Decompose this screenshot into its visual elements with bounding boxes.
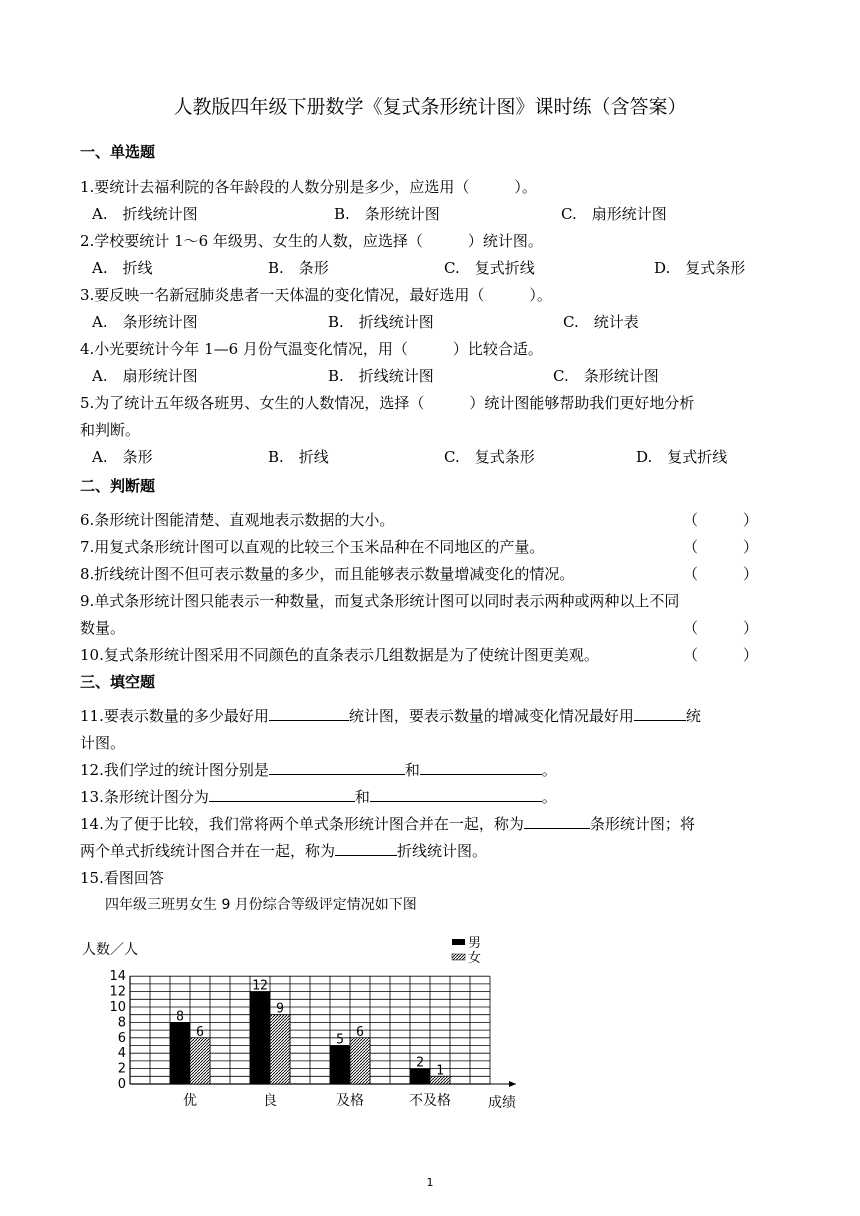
option-4a: A. 扇形统计图	[92, 367, 198, 385]
q13-text-c: 。	[541, 788, 557, 806]
question-6: 6.条形统计图能清楚、直观地表示数据的大小。	[80, 511, 395, 529]
q14-text-b: 条形统计图；将	[589, 815, 695, 833]
data-label: 6	[356, 1024, 364, 1040]
option-5c: C. 复式条形	[444, 448, 535, 466]
q11-text-c: 统	[685, 707, 701, 725]
bar-male	[330, 1046, 350, 1085]
answer-paren-10[interactable]: （ ）	[683, 646, 759, 664]
y-tick-label: 14	[109, 969, 126, 985]
question-2: 2.学校要统计 1～6 年级男、女生的人数，应选择（ ）统计图。	[80, 232, 543, 250]
question-11-line1	[80, 705, 701, 726]
option-2c: C. 复式折线	[444, 259, 535, 277]
data-label: 12	[252, 978, 268, 994]
bar-chart	[80, 895, 540, 1120]
option-2b: B. 条形	[268, 259, 329, 277]
legend-swatch-male	[452, 939, 465, 945]
legend-swatch-female	[452, 954, 465, 960]
option-3b: B. 折线统计图	[328, 313, 434, 331]
bar-male	[170, 1022, 190, 1084]
q11-text-a: 11.要表示数量的多少最好用	[80, 707, 269, 725]
option-1a: A. 折线统计图	[92, 205, 198, 223]
option-5b: B. 折线	[268, 448, 329, 466]
data-label: 6	[196, 1024, 204, 1040]
blank-13-2[interactable]	[370, 787, 542, 802]
q12-text-a: 12.我们学过的统计图分别是	[80, 761, 269, 779]
question-13	[80, 786, 557, 807]
q14-text-d: 折线统计图。	[397, 842, 488, 860]
question-15: 15.看图回答	[80, 869, 164, 887]
data-label: 8	[176, 1009, 184, 1025]
option-4b: B. 折线统计图	[328, 367, 434, 385]
y-tick-label: 6	[117, 1030, 126, 1046]
data-label: 2	[416, 1055, 424, 1071]
bar-female	[350, 1038, 370, 1084]
bar-female	[190, 1038, 210, 1084]
blank-13-1[interactable]	[209, 787, 355, 802]
y-tick-label: 10	[109, 1000, 126, 1015]
q13-text-a: 13.条形统计图分为	[80, 788, 209, 806]
section-heading-fill-blank: 三、填空题	[80, 673, 156, 691]
x-axis-arrow	[509, 1081, 516, 1087]
blank-12-2[interactable]	[420, 760, 542, 775]
question-4: 4.小光要统计今年 1—6 月份气温变化情况，用（ ）比较合适。	[80, 340, 543, 358]
option-2a: A. 折线	[92, 259, 153, 277]
blank-14-1[interactable]	[524, 814, 590, 829]
bar-male	[250, 992, 270, 1084]
x-tick-label: 良	[263, 1093, 277, 1109]
x-tick-label: 不及格	[409, 1093, 451, 1109]
blank-12-1[interactable]	[269, 760, 405, 775]
question-5-line2: 和判断。	[80, 421, 141, 439]
q11-text-b: 统计图，要表示数量的增减变化情况最好用	[348, 707, 634, 725]
blank-14-2[interactable]	[335, 841, 397, 856]
x-axis-label: 成绩	[488, 1095, 516, 1111]
option-1c: C. 扇形统计图	[561, 205, 667, 223]
answer-paren-7[interactable]: （ ）	[683, 538, 759, 556]
page-title: 人教版四年级下册数学《复式条形统计图》课时练（含答案）	[173, 96, 687, 118]
question-12	[80, 759, 557, 780]
option-5a: A. 条形	[92, 448, 153, 466]
y-tick-label: 4	[117, 1046, 126, 1062]
answer-paren-8[interactable]: （ ）	[683, 565, 759, 583]
option-2d: D. 复式条形	[654, 259, 746, 277]
question-9-line1: 9.单式条形统计图只能表示一种数量，而复式条形统计图可以同时表示两种或两种以上不同	[80, 592, 680, 610]
q13-text-b: 和	[354, 788, 370, 806]
q12-text-b: 和	[404, 761, 420, 779]
option-4c: C. 条形统计图	[553, 367, 659, 385]
chart-title: 四年级三班男女生 9 月份综合等级评定情况如下图	[105, 897, 417, 913]
question-9-line2: 数量。	[80, 619, 126, 637]
data-label: 5	[336, 1032, 344, 1048]
option-1b: B. 条形统计图	[334, 205, 440, 223]
blank-11-2[interactable]	[634, 706, 686, 721]
q14-text-c: 两个单式折线统计图合并在一起，称为	[80, 842, 336, 860]
y-tick-label: 8	[117, 1015, 126, 1031]
bar-male	[410, 1069, 430, 1084]
data-label: 1	[436, 1063, 444, 1079]
answer-paren-6[interactable]: （ ）	[683, 511, 759, 529]
y-axis-label: 人数／人	[82, 942, 138, 958]
question-3: 3.要反映一名新冠肺炎患者一天体温的变化情况，最好选用（ ）。	[80, 286, 552, 304]
section-heading-single-choice: 一、单选题	[80, 143, 156, 161]
y-tick-label: 0	[117, 1077, 126, 1092]
legend-label-male: 男	[468, 936, 482, 951]
q12-text-c: 。	[541, 761, 557, 779]
section-heading-true-false: 二、判断题	[80, 477, 156, 495]
question-11-line2: 计图。	[80, 734, 126, 752]
x-tick-label: 及格	[336, 1093, 364, 1109]
q14-text-a: 14.为了便于比较，我们常将两个单式条形统计图合并在一起，称为	[80, 815, 524, 833]
bar-female	[270, 1015, 290, 1084]
x-tick-label: 优	[183, 1093, 197, 1109]
question-5-line1: 5.为了统计五年级各班男、女生的人数情况，选择（ ）统计图能够帮助我们更好地分析	[80, 394, 695, 412]
question-8: 8.折线统计图不但可表示数量的多少，而且能够表示数量增减变化的情况。	[80, 565, 575, 583]
option-3c: C. 统计表	[563, 313, 639, 331]
question-1: 1.要统计去福利院的各年龄段的人数分别是多少，应选用（ ）。	[80, 178, 537, 196]
legend-label-female: 女	[468, 951, 482, 966]
question-14-line1	[80, 813, 695, 834]
y-tick-label: 12	[109, 984, 126, 1000]
answer-paren-9[interactable]: （ ）	[683, 619, 759, 637]
question-14-line2	[80, 840, 487, 861]
page-number: 1	[426, 1176, 434, 1189]
blank-11-1[interactable]	[269, 706, 349, 721]
option-3a: A. 条形统计图	[92, 313, 198, 331]
question-10: 10.复式条形统计图采用不同颜色的直条表示几组数据是为了使统计图更美观。	[80, 646, 599, 664]
question-7: 7.用复式条形统计图可以直观的比较三个玉米品种在不同地区的产量。	[80, 538, 545, 556]
option-5d: D. 复式折线	[636, 448, 728, 466]
data-label: 9	[276, 1001, 284, 1017]
y-tick-label: 2	[117, 1061, 126, 1077]
